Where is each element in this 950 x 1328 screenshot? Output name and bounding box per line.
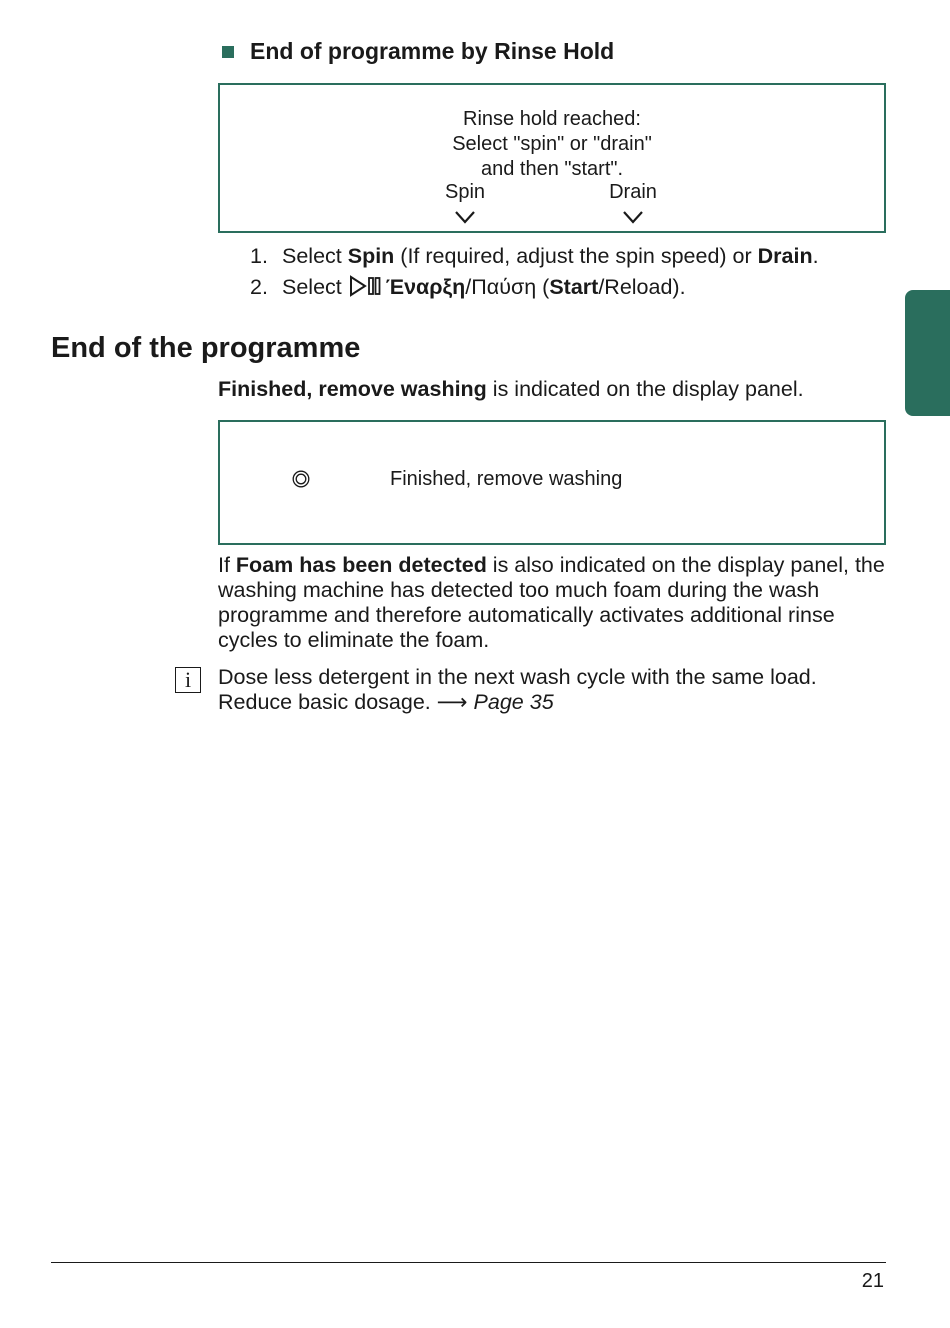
note-text: Reduce basic dosage. xyxy=(218,690,437,714)
para-text: is also indicated on the display panel, the washing machine has detected too much foam during the wash programme and therefore automatically activates additional rinse cycles to eliminate the foam. xyxy=(218,553,885,652)
finished-display-panel xyxy=(218,420,886,545)
intro-text xyxy=(218,377,804,402)
rinse-hold-display-panel xyxy=(218,83,886,233)
chevron-down-icon xyxy=(621,209,645,225)
para-bold: Foam has been detected xyxy=(235,553,487,577)
intro-rest: is indicated on the display panel. xyxy=(486,377,804,401)
drain-option-label: Drain xyxy=(609,181,657,203)
footer-divider xyxy=(51,1262,886,1263)
step-item xyxy=(250,241,819,272)
step-bold: Spin xyxy=(347,244,395,268)
page-number: 21 xyxy=(861,1270,884,1292)
sub-heading: End of programme by Rinse Hold xyxy=(250,38,615,64)
finished-ring-icon xyxy=(292,470,310,488)
spin-option-label: Spin xyxy=(444,181,486,203)
page-reference-link[interactable]: Page 35 xyxy=(473,690,554,714)
step-text: Select xyxy=(282,244,348,268)
step-text: (If required, adjust the spin speed) or xyxy=(394,244,758,268)
start-pause-icon xyxy=(348,275,382,297)
finished-message: Finished, remove washing xyxy=(390,468,623,490)
step-text: /Reload). xyxy=(598,275,686,299)
step-item xyxy=(250,272,819,303)
rinse-hold-message xyxy=(220,107,884,182)
note-line: Dose less detergent in the next wash cycle with the same load. xyxy=(218,665,817,689)
step-text: . xyxy=(812,244,819,268)
chapter-tab xyxy=(905,290,950,416)
arrow-right-icon: ⟶ xyxy=(436,690,468,714)
section-bullet xyxy=(222,46,234,58)
intro-bold: Finished, remove washing xyxy=(218,377,487,401)
step-bold: Start xyxy=(549,275,599,299)
note-line xyxy=(218,690,890,715)
step-number: 1. xyxy=(250,244,268,268)
message-line: Rinse hold reached: xyxy=(463,108,641,130)
chevron-down-icon xyxy=(453,209,477,225)
section-heading: End of the programme xyxy=(51,332,361,364)
message-line: Select "spin" or "drain" xyxy=(452,133,652,155)
steps-list xyxy=(250,241,819,303)
step-text: Select xyxy=(282,275,348,299)
foam-paragraph xyxy=(218,553,890,653)
step-bold: Έναρξη xyxy=(385,275,466,299)
step-bold: Drain xyxy=(757,244,813,268)
info-icon: i xyxy=(175,667,201,693)
para-text: If xyxy=(218,553,236,577)
step-number: 2. xyxy=(250,275,268,299)
info-note xyxy=(218,665,890,715)
message-line: and then "start". xyxy=(480,158,624,180)
step-text: /Παύση ( xyxy=(465,275,550,299)
